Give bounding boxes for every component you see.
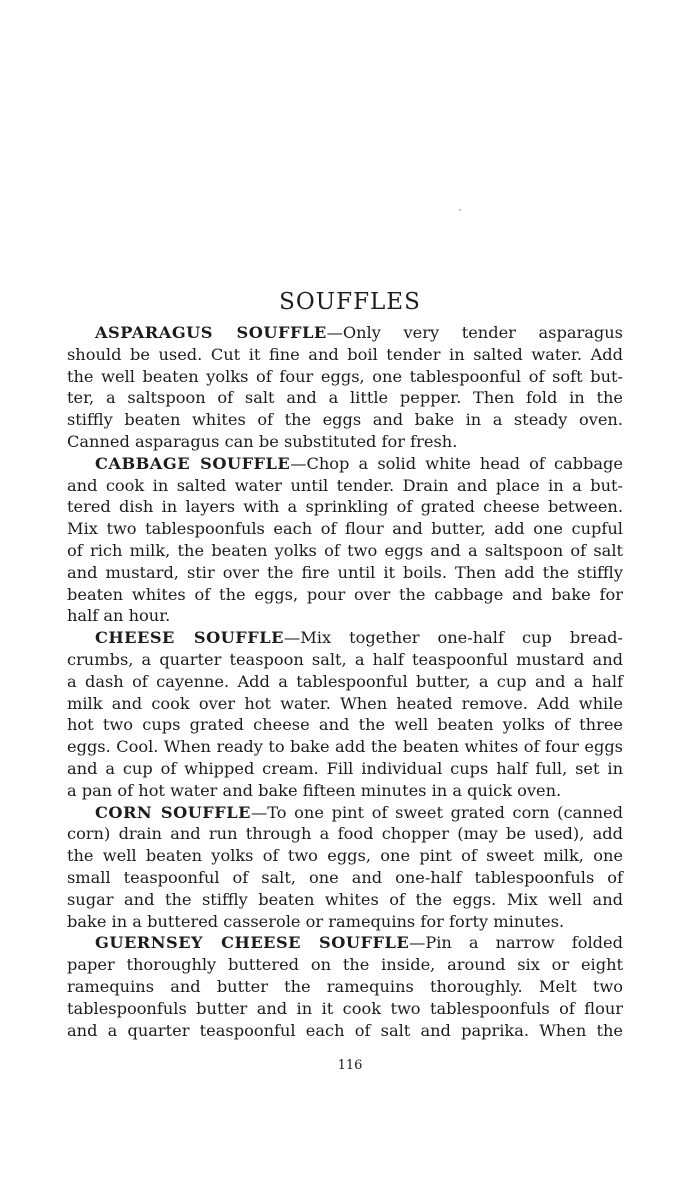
text-line bbox=[67, 322, 623, 344]
recipe-guernsey-cheese-souffle bbox=[67, 932, 623, 1041]
text-line: a dash of cayenne. Add a tablespoonful butter, a cup and a half bbox=[67, 671, 623, 691]
text-line: tered dish in layers with a sprinkling of grated cheese between. bbox=[67, 497, 623, 517]
text-line: eggs. Cool. When ready to bake add the beaten whites of four eggs bbox=[67, 737, 623, 757]
text-line-content: —Chop a solid white head of cabbage bbox=[290, 453, 624, 473]
paper-speck bbox=[459, 209, 461, 211]
text-line: ramequins and butter the ramequins thoroughly. Melt two bbox=[67, 976, 623, 996]
text-line bbox=[67, 627, 623, 649]
text-line-content: —Pin a narrow folded bbox=[409, 933, 623, 953]
recipe-cabbage-souffle bbox=[67, 453, 623, 627]
text-line: paper thoroughly buttered on the inside, around six or eight bbox=[67, 955, 623, 975]
page-title: SOUFFLES bbox=[279, 289, 421, 316]
recipe-name: GUERNSEY CHEESE SOUFFLE bbox=[95, 933, 410, 953]
recipe-name: CORN SOUFFLE bbox=[95, 802, 252, 822]
text-line-content: —Mix together one-half cup bread- bbox=[284, 628, 623, 648]
text-line bbox=[67, 932, 623, 954]
text-line: the well beaten yolks of two eggs, one pint of sweet milk, one bbox=[67, 846, 623, 866]
text-line bbox=[67, 453, 623, 475]
text-line: and a quarter teaspoonful each of salt and paprika. When the bbox=[67, 1020, 623, 1040]
text-line: bake in a buttered casserole or ramequins for forty minutes. bbox=[67, 911, 565, 931]
text-line bbox=[67, 802, 623, 824]
recipe-name: CABBAGE SOUFFLE bbox=[95, 453, 291, 473]
text-line: the well beaten yolks of four eggs, one tablespoonful of soft but- bbox=[67, 366, 623, 386]
text-line: corn) drain and run through a food chopper (may be used), add bbox=[67, 824, 623, 844]
text-line-content: —Only very tender asparagus bbox=[326, 323, 623, 342]
page-number: 116 bbox=[337, 1058, 363, 1073]
recipe-cheese-souffle bbox=[67, 627, 623, 801]
recipe-asparagus-souffle bbox=[67, 322, 623, 453]
text-line: beaten whites of the eggs, pour over the cabbage and bake for bbox=[67, 584, 623, 604]
recipe-text-block bbox=[67, 322, 623, 1041]
recipe-name: ASPARAGUS SOUFFLE bbox=[95, 323, 327, 342]
recipe-name: CHEESE SOUFFLE bbox=[95, 628, 284, 648]
text-line: half an hour. bbox=[67, 606, 171, 626]
text-line: Canned asparagus can be substituted for fresh. bbox=[67, 431, 458, 451]
text-line: and cook in salted water until tender. Drain and place in a but- bbox=[67, 475, 623, 495]
text-line: of rich milk, the beaten yolks of two eggs and a saltspoon of salt bbox=[67, 540, 623, 560]
text-line: milk and cook over hot water. When heated remove. Add while bbox=[67, 693, 623, 713]
text-line: stiffly beaten whites of the eggs and bake in a steady oven. bbox=[67, 410, 623, 430]
text-line: and a cup of whipped cream. Fill individual cups half full, set in bbox=[67, 758, 623, 778]
recipe-corn-souffle bbox=[67, 802, 623, 933]
text-line: ter, a saltspoon of salt and a little pepper. Then fold in the bbox=[67, 388, 623, 408]
text-line: and mustard, stir over the fire until it boils. Then add the stiffly bbox=[67, 562, 623, 582]
text-line: hot two cups grated cheese and the well beaten yolks of three bbox=[67, 715, 623, 735]
text-line: tablespoonfuls butter and in it cook two tablespoonfuls of flour bbox=[67, 998, 623, 1018]
text-line: sugar and the stiffly beaten whites of the eggs. Mix well and bbox=[67, 889, 623, 909]
text-line-content: —To one pint of sweet grated corn (canned bbox=[251, 802, 623, 822]
text-line: small teaspoonful of salt, one and one-half tablespoonfuls of bbox=[67, 867, 623, 887]
text-line: crumbs, a quarter teaspoon salt, a half teaspoonful mustard and bbox=[67, 649, 623, 669]
text-line: a pan of hot water and bake fifteen minutes in a quick oven. bbox=[67, 780, 562, 800]
text-line: should be used. Cut it fine and boil tender in salted water. Add bbox=[67, 344, 623, 364]
text-line: Mix two tablespoonfuls each of flour and butter, add one cupful bbox=[67, 519, 623, 539]
